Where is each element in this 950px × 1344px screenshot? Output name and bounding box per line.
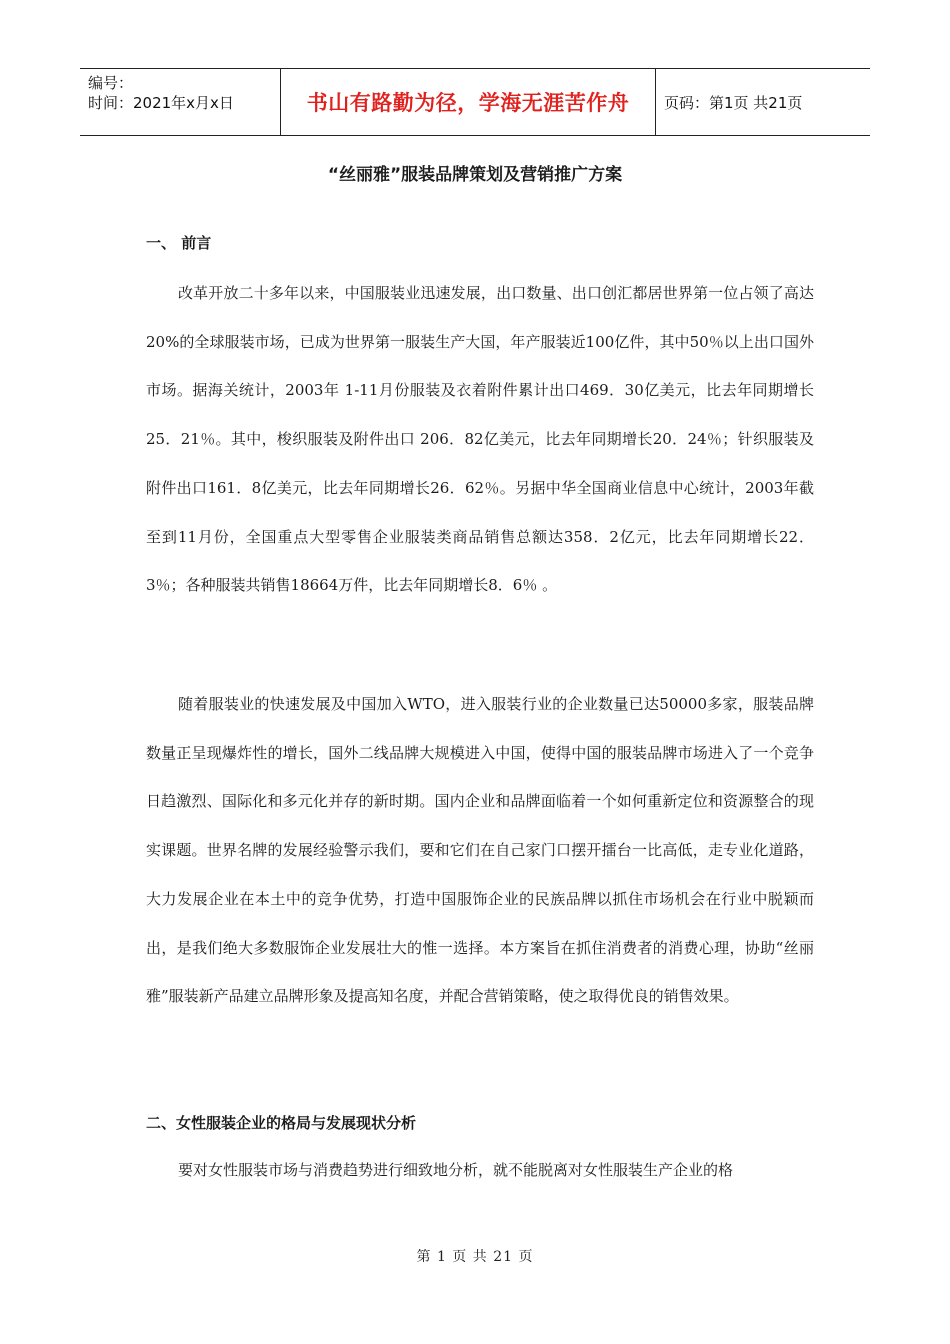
- paragraph-preface-2: 随着服装业的快速发展及中国加入WTO，进入服装行业的企业数量已达50000多家，服装品牌数量正呈现爆炸性的增长，国外二线品牌大规模进入中国，使得中国的服装品牌市场进入了一个竞争日趋激烈、国际化和多元化并存的新时期。国内企业和品牌面临着一个如何重新定位和资源整合的现实课题。世界名牌的发展经验警示我们，要和它们在自己家门口摆开擂台一比高低，走专业化道路，大力发展企业在本土中的竞争优势，打造中国服饰企业的民族品牌以抓住市场机会在行业中脱颖而出，是我们绝大多数服饰企业发展壮大的惟一选择。本方案旨在抓住消费者的消费心理，协助“丝丽雅”服装新产品建立品牌形象及提高知名度，并配合营销策略，使之取得优良的销售效果。: [146, 695, 814, 1006]
- document-number-label: 编号：: [88, 74, 134, 92]
- header-motto: 书山有路勤为径，学海无涯苦作舟: [280, 69, 656, 135]
- header-meta: [80, 69, 280, 135]
- header-page-info: 页码：第1页 共21页: [664, 93, 803, 112]
- document-title: “丝丽雅”服装品牌策划及营销推广方案: [327, 165, 623, 185]
- paragraph-analysis-1: 要对女性服装市场与消费趋势进行细致地分析，就不能脱离对女性服装生产企业的格: [178, 1161, 734, 1179]
- page-header: [80, 68, 870, 136]
- section-heading-analysis: 二、女性服装企业的格局与发展现状分析: [146, 1114, 417, 1132]
- document-date: 时间：2021年x月x日: [88, 94, 234, 112]
- section-heading-preface: 一、 前言: [146, 234, 212, 252]
- page-footer: 第 1 页 共 21 页: [416, 1249, 534, 1265]
- paragraph-preface-1: 改革开放二十多年以来，中国服装业迅速发展，出口数量、出口创汇都居世界第一位占领了高达20%的全球服装市场，已成为世界第一服装生产大国，年产服装近100亿件，其中50％以上出口国外市场。据海关统计，2003年 1-11月份服装及衣着附件累计出口469．30亿美元，比去年同期增长25．21％。其中，梭织服装及附件出口 206．82亿美元，比去年同期增长20．24％；针织服装及附件出口161．8亿美元，比去年同期增长26．62％。另据中华全国商业信息中心统计，2003年截至到11月份，全国重点大型零售企业服装类商品销售总额达358．2亿元，比去年同期增长22．3％；各种服装共销售18664万件，比去年同期增长8．6％ 。: [146, 284, 814, 595]
